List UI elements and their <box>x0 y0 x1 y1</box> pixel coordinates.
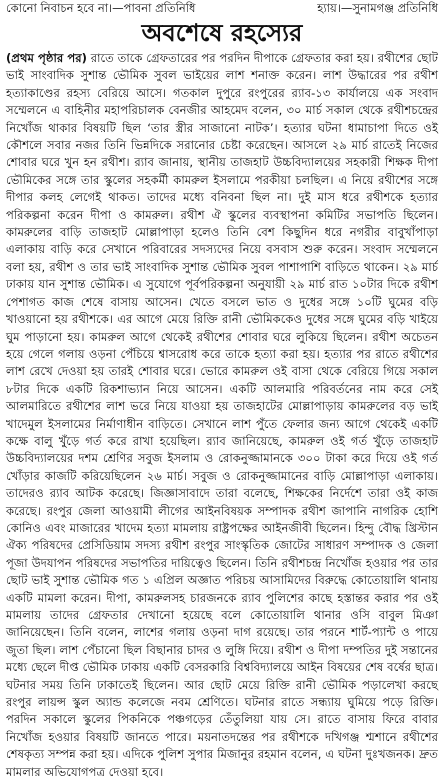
top-strip <box>0 0 444 16</box>
headline: অবশেষে রহস্যের <box>141 19 303 47</box>
continued-marker: (প্রথম পৃষ্ঠার পর) <box>6 51 87 65</box>
top-strip-left-text: কোনো নিবাচন হবে না।—পাবনা প্রতিনিধি <box>6 1 196 15</box>
article-paragraph <box>6 50 438 781</box>
article-body <box>0 50 444 781</box>
article-text: রাতে তাকে গ্রেফতারের পর পরদিন দীপাকে গ্রেফতার করা হয়। রথীশের ছোট ভাই সাংবাদিক সুশান্ত ভৌমিক সুবল ভাইয়ের লাশ শনাক্ত করেন। লাশ উদ্ধারের পর রথীশ হত্যাকাণ্ডের রহস্য বেরিয়ে আসে। গতকাল দুপুরে রংপুরের র‌্যাব-১৩ কার্যালয়ে এক সংবাদ সম্মেলনে এ বাহিনীর মহাপরিচালক বেনজীর আহমেদ বলেন, ৩০ মার্চ সকাল থেকে রথীশচন্দ্রের নিখোঁজ থাকার বিষয়টি ছিল ‘তার স্ত্রীর সাজানো নাটক’। হত্যার ঘটনা ধামাচাপা দিতে ওই কৌশলে সবার নজর তিনি ভিন্নদিকে সরানোর চেষ্টা করেছেন। আসলে ২৯ মার্চ রাতেই নিজের শোবার ঘরে খুন হন রথীশ। র‌্যাব জানায়, স্থানীয় তাজহাট উচ্চবিদ্যালয়ের সহকারী শিক্ষক দীপা ভৌমিকের সঙ্গে তার স্কুলের সহকর্মী কামরুল ইসলামে পরকীয়া চলছিল। এ নিয়ে রথীশের সঙ্গে দীপার কলহ লেগেই থাকত। তাদের মধ্যে বনিবনা ছিল না। দুই মাস ধরে রথীশকে হত্যার পরিকল্পনা করেন দীপা ও কামরুল। রথীশ ঐ স্কুলের ব্যবস্থাপনা কমিটির সভাপতি ছিলেন। কামরুলের বাড়ি তাজহাট মোল্লাপাড়া হলেও তিনি বেশ কিছুদিন ধরে নগরীর বাবুখাঁপাড়া এলাকায় বাড়ি করে সেখানে পরিবারের সদস্যদের নিয়ে বসবাস শুরু করেন। সংবাদ সম্মেলনে বলা হয়, রথীশ ও তার ভাই সাংবাদিক সুশান্ত ভৌমিক সুবল পাশাপাশি বাড়িতে থাকেন। ২৯ মার্চ ঢাকায় যান সুশান্ত ভৌমিক। এ সুযোগে পূর্বপরিকল্পনা অনুযায়ী ২৯ মার্চ রাত ১০টার দিকে রথীশ পেশাগত কাজ শেষে বাসায় আসেন। খেতে বসলে ভাত ও দুধের সঙ্গে ১০টি ঘুমের বড়ি খাওয়ানো হয় রথীশকে। এর আগে মেয়ে রিক্তি রানী ভৌমিককেও দুধের সঙ্গে ঘুমের বড়ি খাইয়ে ঘুম পাড়ানো হয়। কামরুল আগে থেকেই রথীশের শোবার ঘরে লুকিয়ে ছিলেন। রথীশ অচেতন হয়ে গেলে গলায় ওড়না পেঁচিয়ে শ্বাসরোধ করে তাকে হত্যা করা হয়। হত্যার পর রাতে রথীশের লাশ রেখে দেওয়া হয় তারই শোবার ঘরে। ভোরে কামরুল ওই বাসা থেকে বেরিয়ে গিয়ে সকাল ৮টার দিকে একটি রিকশাভ্যান নিয়ে আসেন। একটি আলমারি পরিবর্তনের নাম করে সেই আলমারিতে রথীশের লাশ ভরে নিয়ে যাওয়া হয় তাজহাটের মোল্লাপাড়ায় কামরুলের বড় ভাই খাদেমুল ইসলামের নির্মাণাধীন বাড়িতে। সেখানে লাশ পুঁতে ফেলার জন্য আগে থেকেই একটি কক্ষে বালু খুঁড়ে গর্ত করে রাখা হয়েছিল। র‌্যাব জানিয়েছে, কামরুল ওই গর্ত খুঁড়ে তাজহাট উচ্চবিদ্যালয়ের দশম শ্রেণির সবুজ ইসলাম ও রোকনুজ্জামানকে ৩০০ টাকা করে দিয়ে ওই গর্ত খোঁড়ার কাজটি করিয়েছিলেন ২৬ মার্চ। সবুজ ও রোকনুজ্জামানের বাড়ি মোল্লাপাড়া এলাকায়। তাদেরও র‌্যাব আটক করেছে। জিজ্ঞাসাবাদে তারা বলেছে, শিক্ষকের নির্দেশে তারা ওই কাজ করেছে। রংপুর জেলা আওয়ামী লীগের আইনবিষয়ক সম্পাদক রথীশ জাপানি নাগরিক হোশি কোনিও এবং মাজারের খাদেম হত্যা মামলায় রাষ্ট্রপক্ষের আইনজীবী ছিলেন। হিন্দু বৌদ্ধ খ্রিস্টান ঐক্য পরিষদের প্রেসিডিয়াম সদস্য রথীশ রংপুর সাংস্কৃতিক জোটের সাধারণ সম্পাদক ও জেলা পূজা উদযাপন পরিষদের সভাপতির দায়িত্বেও ছিলেন। তিনি রথীশচন্দ্র নিখোঁজ হওয়ার পর তার ছোট ভাই সুশান্ত ভৌমিক গত ১ এপ্রিল অজ্ঞাত পরিচয় আসামিদের বিরুদ্ধে কোতোয়ালি থানায় একটি মামলা করেন। দীপা, কামরুলসহ চারজনকে র‌্যাব পুলিশের কাছে হস্তান্তর করার পর ওই মামলায় তাদের গ্রেফতার দেখানো হয়েছে বলে কোতোয়ালি থানার ওসি বাবুল মিঞা জানিয়েছেন। তিনি বলেন, লাশের গলায় ওড়না দাগ রয়েছে। তার পরনে শার্ট-প্যান্ট ও পায়ে জুতা ছিল। লাশ পেঁচানো ছিল বিছানার চাদর ও লুঙ্গি দিয়ে। রথীশ ও দীপা দম্পতির দুই সন্তানের মধ্যে ছেলে দীপ্ত ভৌমিক ঢাকায় একটি বেসরকারি বিশ্ববিদ্যালয়ে আইন বিষয়ের শেষ বর্ষের ছাত্র। ঘটনার সময় তিনি ঢাকাতেই ছিলেন। আর ছোট মেয়ে রিক্তি রানী ভৌমিক পড়ালেখা করছে রংপুর লায়ন্স স্কুল অ্যান্ড কলেজে নবম শ্রেণিতে। ঘটনার রাতে সন্ধ্যায় ঘুমিয়ে পড়ে রিক্তি। পরদিন সকালে স্কুলের পিকনিকে পঞ্চগড়ের তেঁতুলিয়া যায় সে। রাতে বাসায় ফিরে বাবার নিখোঁজ হওয়ার বিষয়টি জানতে পারে। ময়নাতদন্তের পর রথীশকে দখিগঞ্জ শ্মশানে রথীশের শেষকৃত্য সম্পন্ন করা হয়। এদিকে পুলিশ সুপার মিজানুর রহমান বলেন, এ ঘটনা দুঃখজনক। দ্রুত মামলার অভিযোগপত্র দেওয়া হবে। <box>6 51 438 779</box>
top-strip-right-text: হ্যায়।—সুনামগঞ্জ প্রতিনিধি <box>317 1 438 15</box>
